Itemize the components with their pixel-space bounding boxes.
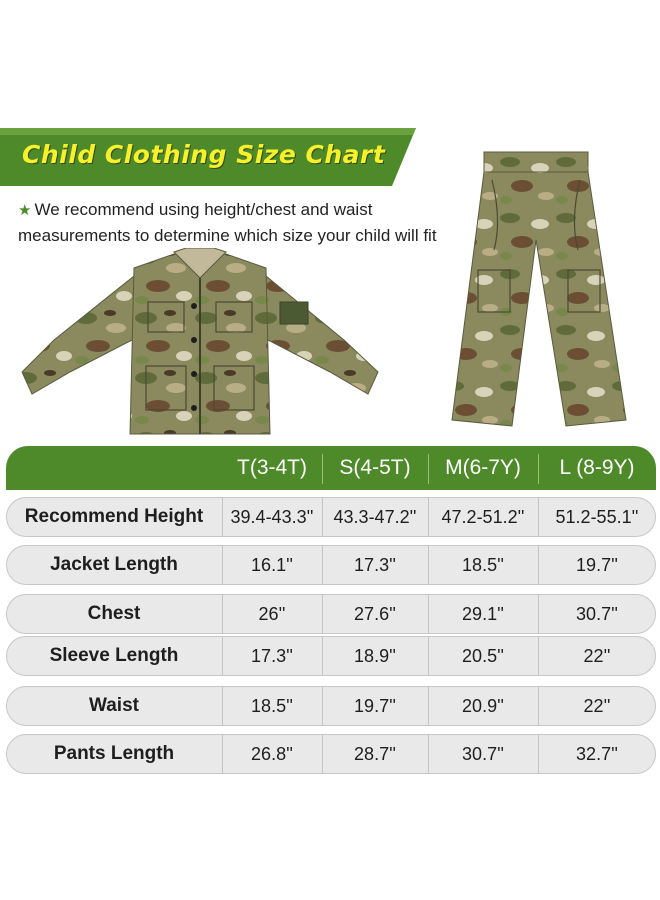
- cell-value: 28.7'': [354, 744, 396, 764]
- cell-value: 17.3'': [251, 646, 293, 666]
- row-label: Jacket Length: [50, 554, 178, 575]
- cell-value: 29.1'': [462, 604, 504, 624]
- star-icon: ★: [18, 202, 32, 219]
- title-banner: [0, 128, 416, 186]
- cell-value: 18.9'': [354, 646, 396, 666]
- cell-value: 22'': [583, 696, 611, 716]
- cell-value: 17.3'': [354, 555, 396, 575]
- cell-value: 19.7'': [576, 555, 618, 575]
- table-row: [6, 734, 656, 774]
- cell-value: 51.2-55.1'': [555, 507, 639, 527]
- cell-value: 20.9'': [462, 696, 504, 716]
- table-header: [6, 446, 656, 490]
- cell-value: 27.6'': [354, 604, 396, 624]
- page-title: Child Clothing Size Chart: [22, 140, 386, 169]
- table-row: [6, 636, 656, 676]
- table-row: [6, 594, 656, 634]
- cell-value: 20.5'': [462, 646, 504, 666]
- cell-value: 39.4-43.3'': [230, 507, 314, 527]
- cell-value: 16.1'': [251, 555, 293, 575]
- camouflage-pants-image: [444, 150, 634, 440]
- cell-value: 18.5'': [251, 696, 293, 716]
- size-chart-table: [6, 446, 656, 764]
- header-size-m: M(6-7Y): [445, 456, 521, 479]
- row-label: Waist: [89, 695, 139, 716]
- header-size-l: L (8-9Y): [559, 456, 635, 479]
- table-row: [6, 686, 656, 726]
- cell-value: 32.7'': [576, 744, 618, 764]
- row-label: Chest: [87, 603, 141, 624]
- cell-value: 26.8'': [251, 744, 293, 764]
- cell-value: 22'': [583, 646, 611, 666]
- note-line-2: measurements to determine which size your child will fit: [18, 226, 437, 245]
- camouflage-jacket-image: [14, 248, 386, 438]
- cell-value: 19.7'': [354, 696, 396, 716]
- cell-value: 47.2-51.2'': [441, 507, 525, 527]
- recommendation-note: [18, 197, 458, 248]
- table-row: [6, 545, 656, 585]
- header-size-s: S(4-5T): [339, 456, 411, 479]
- row-label: Sleeve Length: [49, 645, 179, 666]
- cell-value: 43.3-47.2'': [333, 507, 417, 527]
- cell-value: 18.5'': [462, 555, 504, 575]
- row-label: Pants Length: [53, 743, 175, 764]
- row-label: Recommend Height: [24, 506, 204, 527]
- cell-value: 26'': [258, 604, 286, 624]
- header-size-t: T(3-4T): [237, 456, 307, 479]
- note-line-1: We recommend using height/chest and waist: [34, 200, 373, 219]
- cell-value: 30.7'': [576, 604, 618, 624]
- cell-value: 30.7'': [462, 744, 504, 764]
- table-row: [6, 497, 656, 537]
